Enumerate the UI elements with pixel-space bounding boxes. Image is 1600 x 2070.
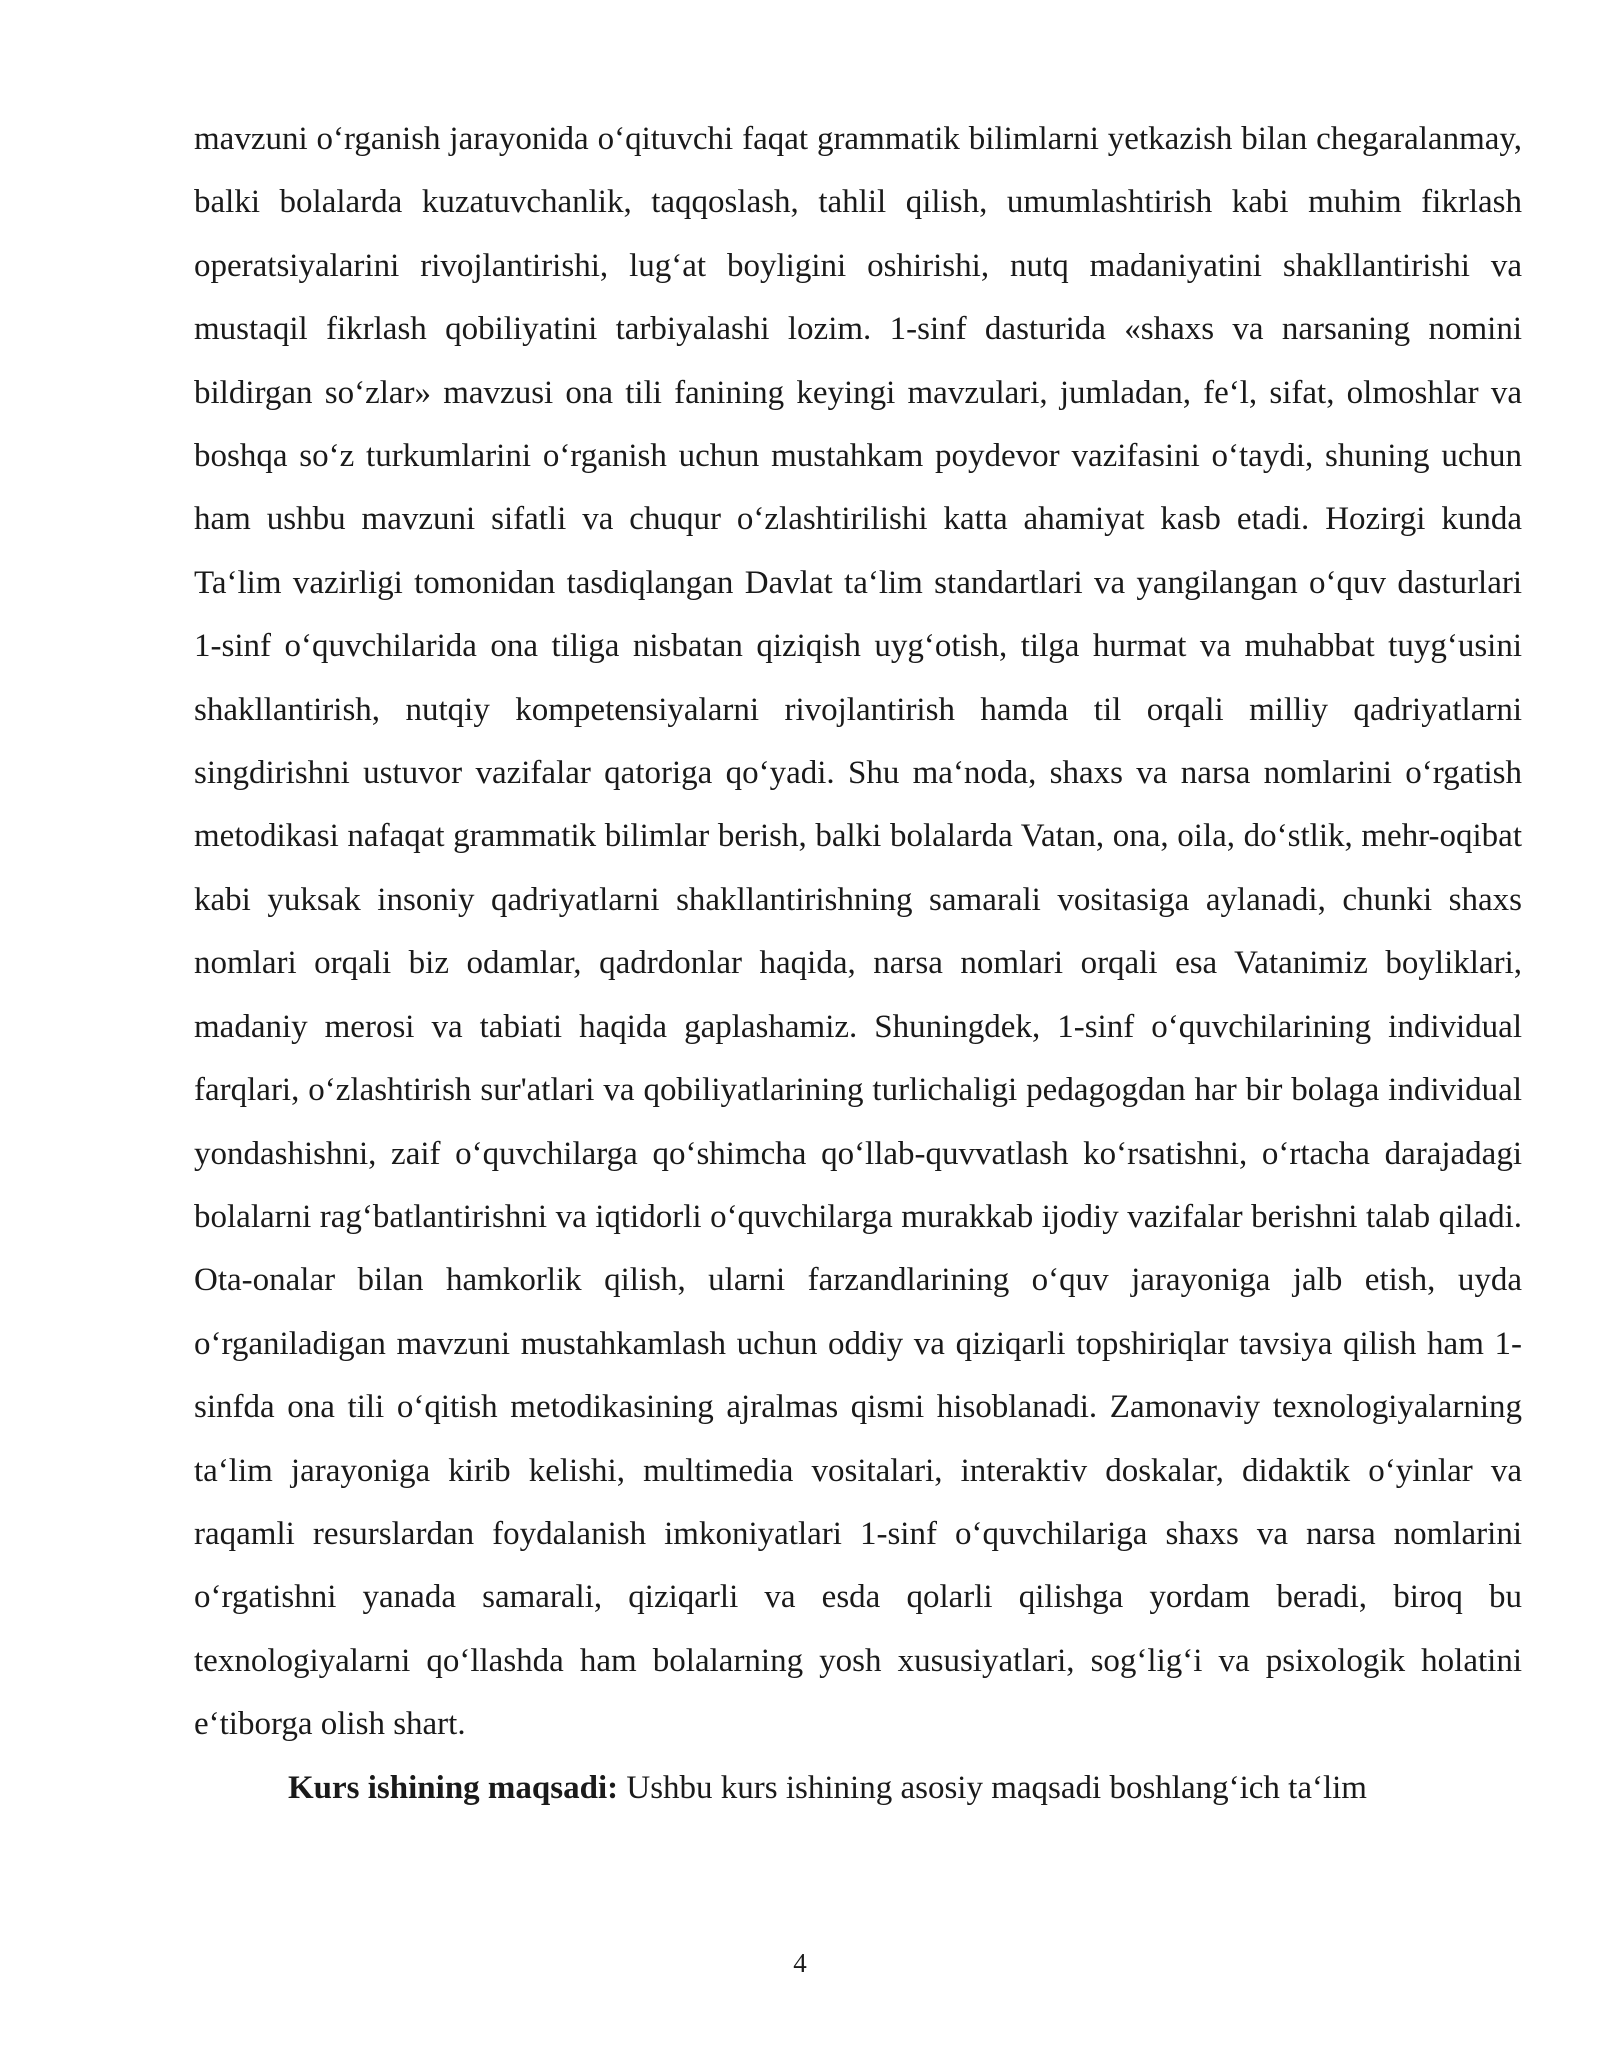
body-text: [194, 108, 1522, 1820]
paragraph-purpose-text: Ushbu kurs ishining asosiy maqsadi boshlang‘ich ta‘lim: [618, 1769, 1367, 1806]
paragraph-heading: Kurs ishining maqsadi:: [288, 1769, 619, 1806]
page-number: 4: [793, 1948, 807, 1978]
paragraph-purpose: [194, 1757, 1522, 1820]
paragraph: mavzuni o‘rganish jarayonida o‘qituvchi faqat grammatik bilimlarni yetkazish bilan chegaralanmay, balki bolalarda kuzatuvchanlik, taqqoslash, tahlil qilish, umumlashtirish kabi muhim fikrlash operatsiyalarini rivojlantirishi, lug‘at boyligini oshirishi, nutq madaniyatini shakllantirishi va mustaqil fikrlash qobiliyatini tarbiyalashi lozim. 1-sinf dasturida «shaxs va narsaning nomini bildirgan so‘zlar» mavzusi ona tili fanining keyingi mavzulari, jumladan, fe‘l, sifat, olmoshlar va boshqa so‘z turkumlarini o‘rganish uchun mustahkam poydevor vazifasini o‘taydi, shuning uchun ham ushbu mavzuni sifatli va chuqur o‘zlashtirilishi katta ahamiyat kasb etadi. Hozirgi kunda Ta‘lim vazirligi tomonidan tasdiqlangan Davlat ta‘lim standartlari va yangilangan o‘quv dasturlari 1-sinf o‘quvchilarida ona tiliga nisbatan qiziqish uyg‘otish, tilga hurmat va muhabbat tuyg‘usini shakllantirish, nutqiy kompetensiyalarni rivojlantirish hamda til orqali milliy qadriyatlarni singdirishni ustuvor vazifalar qatoriga qo‘yadi. Shu ma‘noda, shaxs va narsa nomlarini o‘rgatish metodikasi nafaqat grammatik bilimlar berish, balki bolalarda Vatan, ona, oila, do‘stlik, mehr-oqibat kabi yuksak insoniy qadriyatlarni shakllantirishning samarali vositasiga aylanadi, chunki shaxs nomlari orqali biz odamlar, qadrdonlar haqida, narsa nomlari orqali esa Vatanimiz boyliklari, madaniy merosi va tabiati haqida gaplashamiz. Shuningdek, 1-sinf o‘quvchilarining individual farqlari, o‘zlashtirish sur'atlari va qobiliyatlarining turlichaligi pedagogdan har bir bolaga individual yondashishni, zaif o‘quvchilarga qo‘shimcha qo‘llab-quvvatlash ko‘rsatishni, o‘rtacha darajadagi bolalarni rag‘batlantirishni va iqtidorli o‘quvchilarga murakkab ijodiy vazifalar berishni talab qiladi. Ota-onalar bilan hamkorlik qilish, ularni farzandlarining o‘quv jarayoniga jalb etish, uyda o‘rganiladigan mavzuni mustahkamlash uchun oddiy va qiziqarli topshiriqlar tavsiya qilish ham 1-sinfda ona tili o‘qitish metodikasining ajralmas qismi hisoblanadi. Zamonaviy texnologiyalarning ta‘lim jarayoniga kirib kelishi, multimedia vositalari, interaktiv doskalar, didaktik o‘yinlar va raqamli resurslardan foydalanish imkoniyatlari 1-sinf o‘quvchilariga shaxs va narsa nomlarini o‘rgatishni yanada samarali, qiziqarli va esda qolarli qilishga yordam beradi, biroq bu texnologiyalarni qo‘llashda ham bolalarning yosh xususiyatlari, sog‘lig‘i va psixologik holatini e‘tiborga olish shart.: [194, 121, 1522, 1743]
